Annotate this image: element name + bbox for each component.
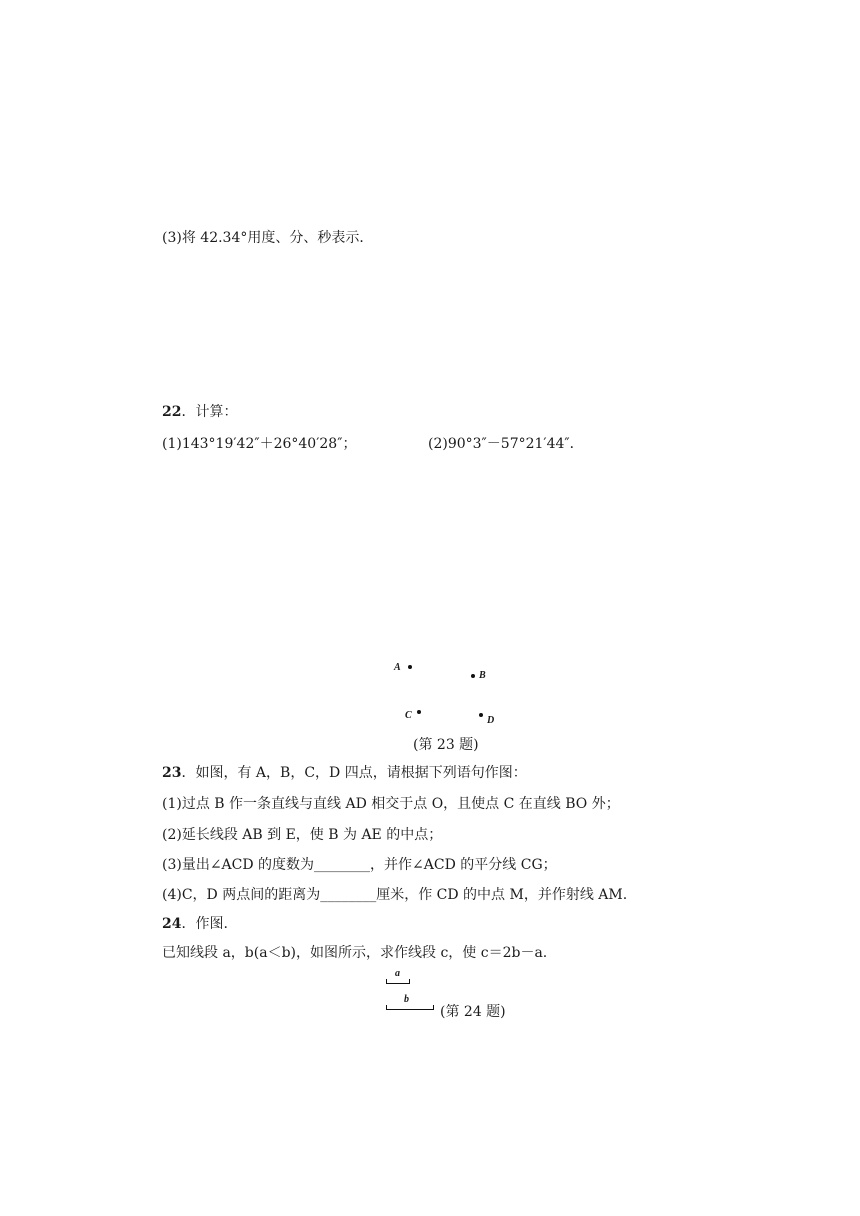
point-label-a: A (394, 662, 401, 673)
point-label-c: C (405, 710, 412, 721)
q23-item-2: (2)延长线段 AB 到 E，使 B 为 AE 的中点； (162, 827, 443, 843)
point-label-b: B (479, 670, 486, 681)
segment-a-label: a (395, 968, 400, 979)
q22-part1: (1)143°19′42″＋26°40′28″； (162, 436, 357, 452)
q23-item-3: (3)量出∠ACD 的度数为________，并作∠ACD 的平分线 CG； (162, 857, 557, 873)
q22-number: 22 (162, 404, 182, 420)
q22-title: ．计算： (181, 404, 238, 420)
q23-number: 23 (162, 765, 182, 781)
q21-part3: (3)将 42.34°用度、分、秒表示． (162, 230, 374, 246)
figure-24-caption: (第 24 题) (440, 1004, 506, 1020)
q24-heading (162, 914, 228, 934)
q24-number: 24 (162, 916, 182, 932)
point-a-dot (408, 665, 412, 669)
point-label-d: D (487, 715, 495, 726)
q23-heading (162, 763, 527, 783)
segment-b (386, 1005, 434, 1010)
figure-23-caption: (第 23 题) (413, 737, 479, 753)
q23-item-1: (1)过点 B 作一条直线与直线 AD 相交于点 O，且使点 C 在直线 BO 外； (162, 796, 620, 812)
q24-stem: 已知线段 a，b(a＜b)，如图所示，求作线段 c，使 c＝2b－a. (162, 945, 548, 961)
point-d-dot (479, 713, 483, 717)
q22-heading (162, 402, 237, 422)
q23-stem: ．如图，有 A，B，C，D 四点，请根据下列语句作图： (181, 765, 527, 781)
point-c-dot (417, 710, 421, 714)
segment-a (386, 979, 410, 984)
q23-item-4: (4)C，D 两点间的距离为________厘米，作 CD 的中点 M，并作射线 AM. (162, 887, 628, 903)
segment-b-label: b (404, 994, 409, 1005)
point-b-dot (471, 674, 475, 678)
q22-part2: (2)90°3″－57°21′44″． (428, 436, 584, 452)
q24-title: ．作图. (181, 916, 228, 932)
